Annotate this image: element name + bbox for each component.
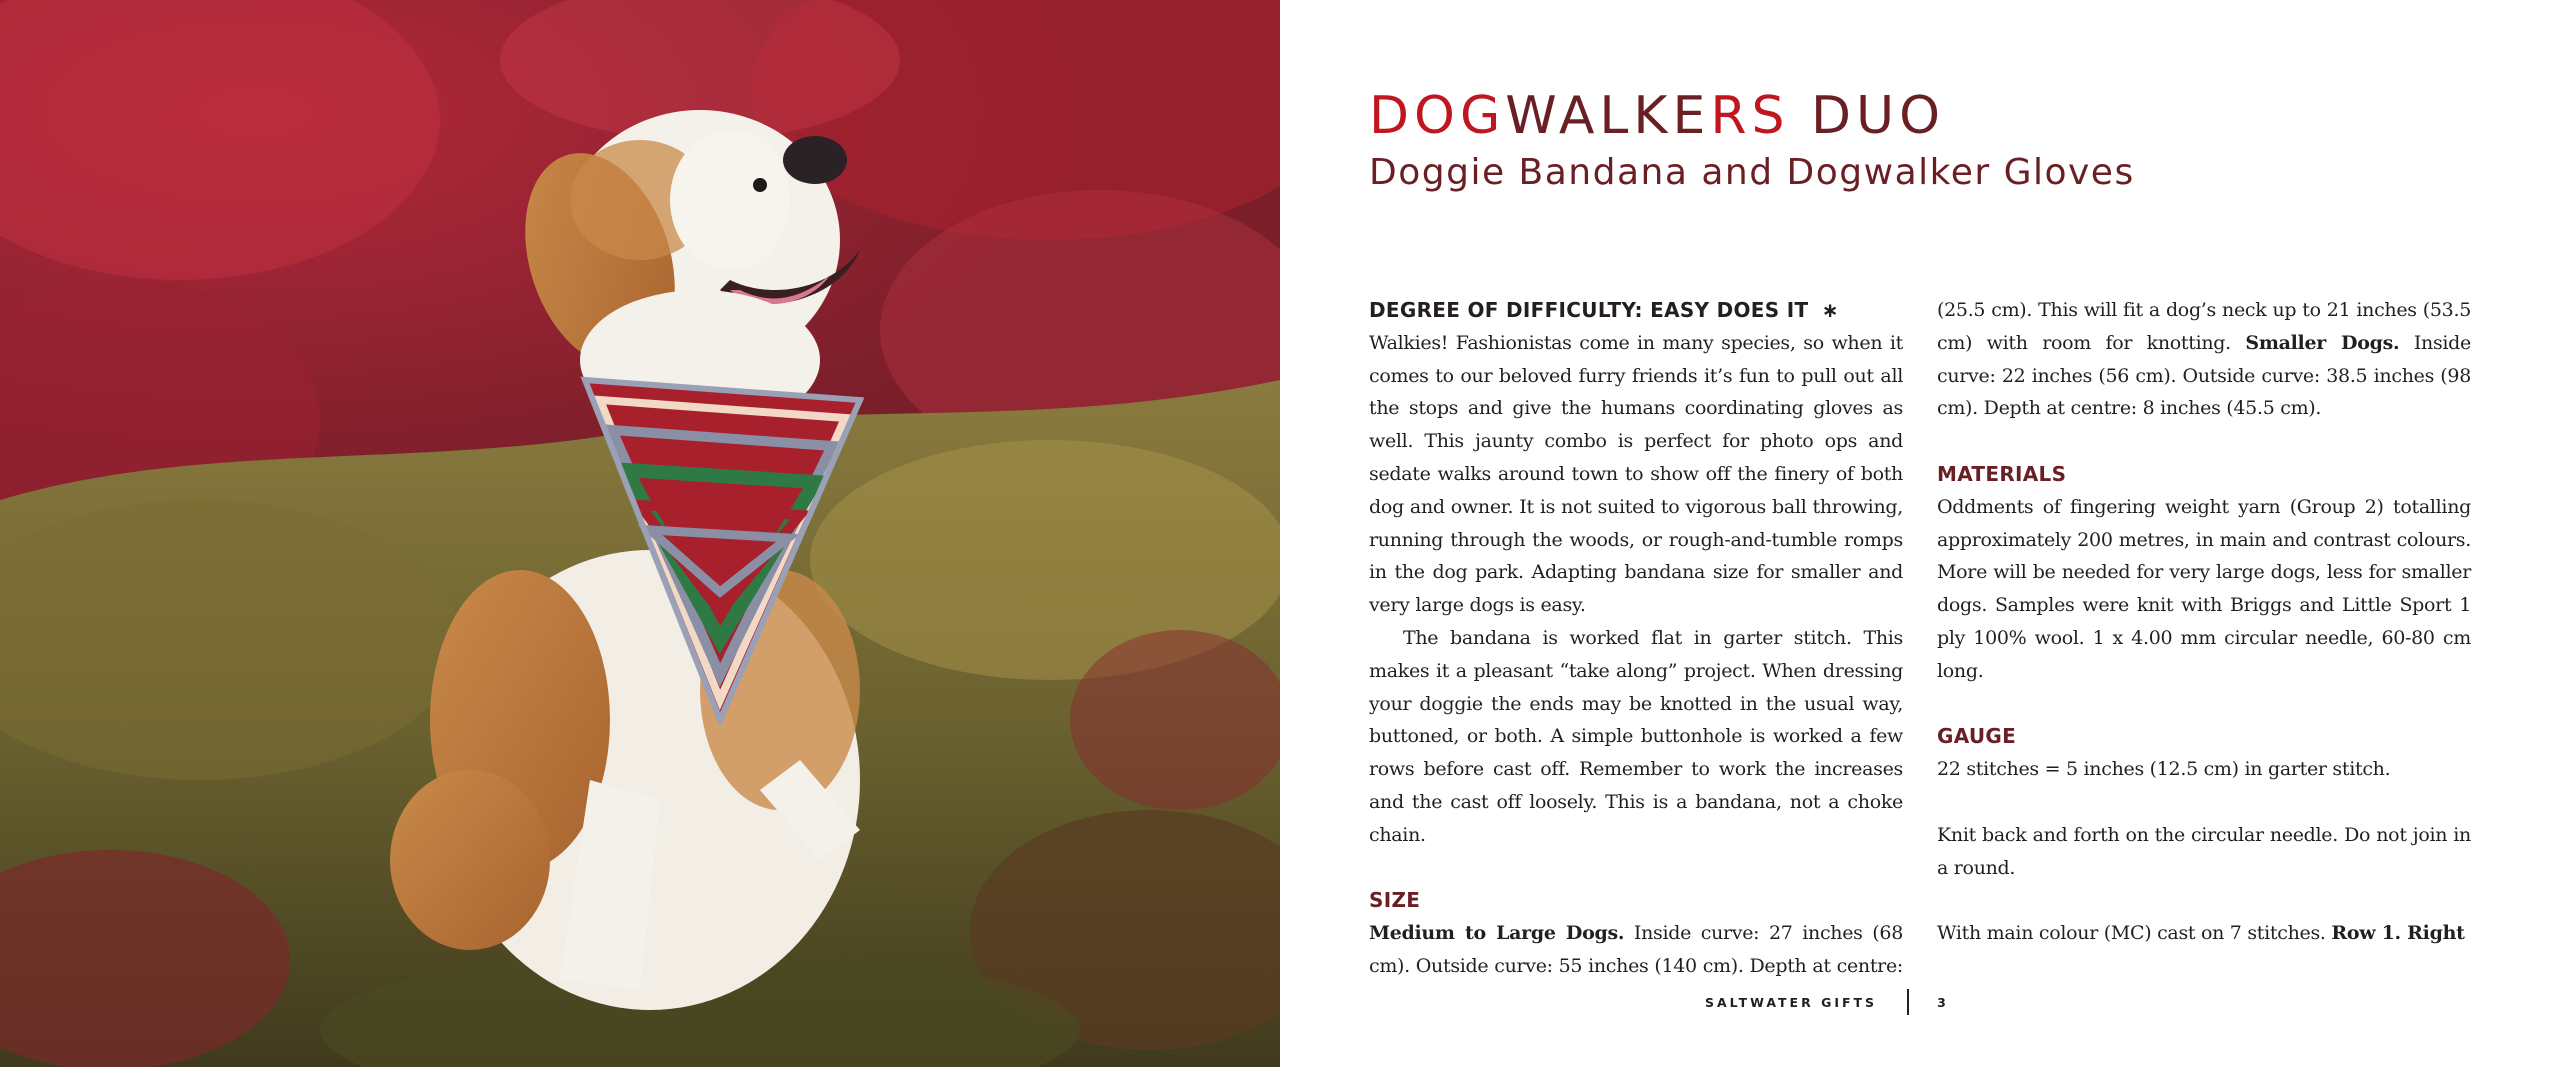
footer-book-title: SALTWATER GIFTS [1705,994,1878,1010]
materials-text: Oddments of fingering weight yarn (Group 2) totalling approximately 200 metres, in main and contrast colours. More will be needed for very large dogs, less for smaller dogs. Samples were knit with Briggs and Little Sport 1 ply 100% wool. 1 x 4.00 mm circular needle, 60-80 cm long. [1937,495,2471,682]
page-title-segment: RS [1710,86,1790,146]
gauge-text: 22 stitches = 5 inches (12.5 cm) in garter stitch. [1937,758,2391,781]
size-small-text: Inside curve: 22 inches (56 cm). Outside curve: 38.5 inches (98 cm). Depth at centre: 8 inches (45.5 cm). [1937,331,2471,420]
footer-divider [1907,989,1909,1015]
materials-heading: MATERIALS [1937,461,2067,486]
page-title [1369,86,1945,146]
page-title-segment: WALKE [1505,86,1711,146]
instructions-cast-on: With main colour (MC) cast on 7 stitches. [1937,922,2332,945]
size-paragraph [1369,917,1903,983]
size-continued: (25.5 cm). This will fit a dog’s neck up to 21 inches (53.5 cm) with room for knotting. Smaller Dogs. Inside curve: 22 inches (56 cm). Outside curve: 38.5 inches (98 cm). Depth at centre: 8 inches (45.5 cm). [1937,299,2471,420]
size-medium-label: Medium to Large Dogs. [1369,922,1625,945]
gauge-heading: GAUGE [1937,724,2017,749]
difficulty-label: DEGREE OF DIFFICULTY: EASY DOES IT [1369,298,1809,322]
page-title-segment: DOG [1369,86,1506,146]
difficulty-heading [1369,294,1903,327]
page-title-segment: DUO [1789,86,1946,146]
page-footer [1705,989,1949,1015]
footer-page-number: 3 [1937,994,1949,1010]
difficulty-asterisk: ∗ [1821,298,1839,322]
size-small-label: Smaller Dogs. [2245,331,2400,354]
text-column-right [1937,294,2471,950]
page-subtitle: Doggie Bandana and Dogwalker Gloves [1369,152,2135,193]
intro-paragraph-1: Walkies! Fashionistas come in many species, so when it comes to our beloved furry friends it’s fun to pull out all the stops and give the humans coordinating gloves as well. This jaunty combo is perfect for photo ops and sedate walks around town to show off the finery of both dog and owner. It is not suited to vigorous ball throwing, running through the woods, or rough-and-tumble romps in the dog park. Adapting bandana size for smaller and very large dogs is easy. [1369,331,1903,617]
instructions-row-label: Row 1. Right [2331,922,2465,945]
intro-paragraph-2: The bandana is worked flat in garter stitch. This makes it a pleasant “take along” project. When dressing your doggie the ends may be knotted in the usual way, buttoned, or both. A simple buttonhole is worked a few rows before cast off. Remember to work the increases and the cast off loosely. This is a bandana, not a choke chain. [1369,626,1903,846]
text-column-left [1369,294,1903,983]
size-medium-text: Inside curve: 27 inches (68 cm). Outside curve: 55 inches (140 cm). Depth at centre: [1369,922,1903,977]
instructions-paragraph-1: Knit back and forth on the circular needle. Do not join in a round. [1937,823,2471,879]
size-heading: SIZE [1369,888,1421,913]
text-page [1280,0,2560,1067]
instructions-paragraph-2 [1937,917,2471,950]
